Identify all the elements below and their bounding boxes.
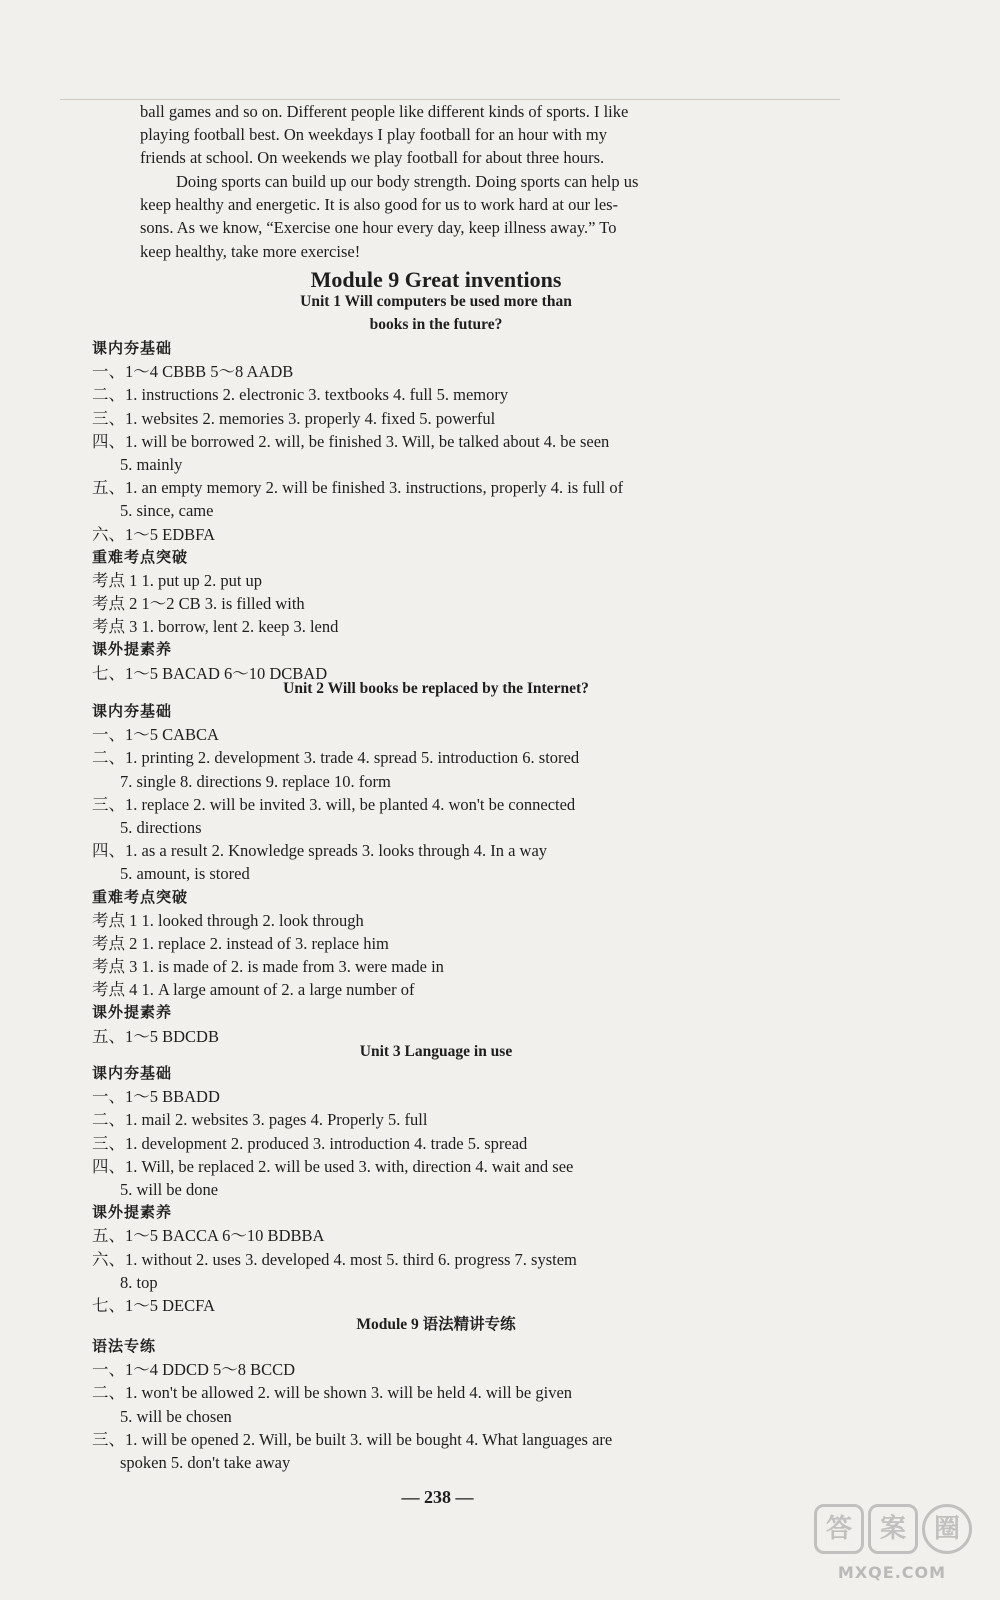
answer-line: 考点 2 1～2 CB 3. is filled with (92, 594, 305, 614)
section-heading: 语法专练 (92, 1337, 157, 1355)
answer-line: 5. will be chosen (120, 1406, 232, 1426)
unit2-title: Unit 2 Will books be replaced by the Internet? (283, 680, 589, 697)
answer-line: 七、1～5 DECFA (92, 1295, 215, 1315)
unit3-title: Unit 3 Language in use (359, 1043, 513, 1060)
unit3-answers (92, 1062, 742, 1317)
section-heading: 课内夯基础 (92, 1064, 173, 1082)
answer-line: 二、1. instructions 2. electronic 3. textbooks 4. full 5. memory (92, 385, 509, 405)
intro-paragraph-2 (140, 170, 732, 263)
grammar-title: Module 9 语法精讲专练 (356, 1316, 516, 1333)
text-line: sons. As we know, “Exercise one hour every day, keep illness away.” To (140, 218, 617, 238)
section-heading: 课内夯基础 (92, 702, 173, 720)
answer-line: 三、1. will be opened 2. Will, be built 3. will be bought 4. What languages are (92, 1429, 613, 1449)
watermark-text: MXQE.COM (837, 1563, 947, 1582)
watermark-logo (812, 1504, 972, 1582)
text-line: keep healthy, take more exercise! (140, 241, 361, 261)
section-heading: 重难考点突破 (92, 887, 189, 906)
section-heading: 课外提素养 (92, 640, 173, 659)
answer-line: 一、1～5 CABCA (92, 725, 219, 745)
answer-line: 考点 2 1. replace 2. instead of 3. replace him (92, 933, 389, 953)
answer-line: 六、1. without 2. uses 3. developed 4. most 5. third 6. progress 7. system (92, 1249, 577, 1269)
answer-line: 一、1～4 CBBB 5～8 AADB (92, 362, 294, 382)
answer-line: 三、1. development 2. produced 3. introduction 4. trade 5. spread (92, 1133, 528, 1153)
answer-line: 5. amount, is stored (120, 864, 250, 884)
answer-line: spoken 5. don't take away (120, 1452, 291, 1472)
answer-line: 五、1～5 BACCA 6～10 BDBBA (92, 1226, 325, 1246)
text-line: keep healthy and energetic. It is also good for us to work hard at our les- (140, 195, 619, 215)
answer-line: 考点 1 1. looked through 2. look through (92, 910, 364, 930)
text-line: friends at school. On weekends we play football for about three hours. (140, 148, 605, 168)
answer-line: 二、1. won't be allowed 2. will be shown 3. will be held 4. will be given (92, 1383, 573, 1403)
answer-line: 7. single 8. directions 9. replace 10. form (120, 771, 391, 791)
text-line: ball games and so on. Different people like different kinds of sports. I like (140, 102, 629, 121)
intro-paragraph-1 (140, 100, 732, 170)
unit2-answers (92, 700, 742, 1048)
page-number: — 238 — (401, 1487, 474, 1507)
answer-line: 一、1～4 DDCD 5～8 BCCD (92, 1360, 296, 1380)
answer-line: 考点 1 1. put up 2. put up (92, 570, 263, 590)
answer-line: 5. mainly (120, 454, 183, 474)
answer-line: 考点 4 1. A large amount of 2. a large number of (92, 980, 415, 1000)
grammar-answers (92, 1335, 742, 1474)
answer-line: 六、1～5 EDBFA (92, 524, 215, 544)
answer-line: 七、1～5 BACAD 6～10 DCBAD (92, 663, 328, 683)
answer-line: 四、1. will be borrowed 2. will, be finished 3. Will, be talked about 4. be seen (92, 431, 610, 451)
answer-line: 二、1. printing 2. development 3. trade 4. spread 5. introduction 6. stored (92, 748, 580, 768)
section-heading: 课外提素养 (92, 1203, 173, 1222)
text-line: playing football best. On weekdays I play football for an hour with my (140, 125, 607, 145)
watermark-char: 答 (814, 1504, 864, 1554)
section-heading: 课外提素养 (92, 1003, 173, 1022)
watermark-char: 案 (868, 1504, 918, 1554)
answer-line: 三、1. websites 2. memories 3. properly 4. fixed 5. powerful (92, 408, 496, 428)
answer-line: 一、1～5 BBADD (92, 1087, 220, 1107)
section-heading: 重难考点突破 (92, 547, 189, 566)
answer-line: 三、1. replace 2. will be invited 3. will, be planted 4. won't be connected (92, 794, 576, 814)
answer-line: 考点 3 1. borrow, lent 2. keep 3. lend (92, 617, 339, 637)
unit1-answers (92, 337, 742, 685)
watermark-char: 圈 (922, 1504, 972, 1554)
answer-line: 5. directions (120, 817, 202, 837)
answer-line: 四、1. Will, be replaced 2. will be used 3. with, direction 4. wait and see (92, 1156, 574, 1176)
section-heading: 课内夯基础 (92, 339, 173, 357)
answer-line: 五、1. an empty memory 2. will be finished 3. instructions, properly 4. is full of (92, 478, 624, 498)
answer-line: 5. will be done (120, 1179, 219, 1199)
answer-line: 8. top (120, 1272, 158, 1292)
answer-line: 二、1. mail 2. websites 3. pages 4. Properly 5. full (92, 1110, 428, 1130)
text-line: Doing sports can build up our body strength. Doing sports can help us (176, 172, 639, 191)
answer-line: 5. since, came (120, 501, 214, 521)
answer-line: 四、1. as a result 2. Knowledge spreads 3. looks through 4. In a way (92, 841, 548, 861)
answer-line: 考点 3 1. is made of 2. is made from 3. were made in (92, 957, 444, 977)
unit1-title: Unit 1 Will computers be used more than books in the future? (300, 293, 572, 333)
module-title: Module 9 Great inventions (310, 267, 562, 292)
answer-line: 五、1～5 BDCDB (92, 1026, 219, 1046)
